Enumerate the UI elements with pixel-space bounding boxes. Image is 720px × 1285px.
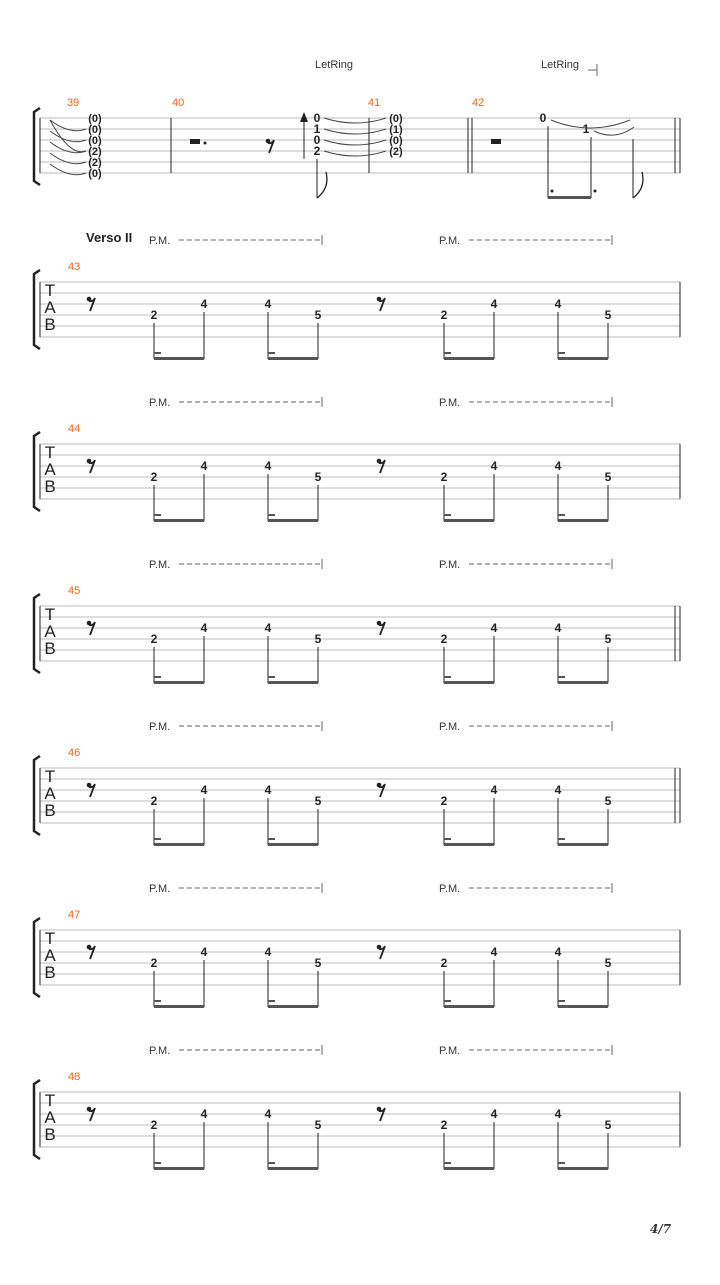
fret-number: 4 xyxy=(200,459,208,473)
tie-arc xyxy=(324,151,386,156)
fret-number: 1 xyxy=(313,122,321,136)
sixteenth-beam xyxy=(558,352,565,354)
tab-clef-letter: B xyxy=(44,801,56,821)
tab-clef-letter: T xyxy=(44,1091,56,1110)
sixteenth-beam xyxy=(444,676,451,678)
system-brace xyxy=(34,594,40,673)
palm-mute-label: P.M. xyxy=(149,559,171,571)
staff xyxy=(40,606,680,661)
palm-mute-label: P.M. xyxy=(439,883,461,895)
fret-number: 0 xyxy=(539,111,547,125)
beam xyxy=(268,1167,318,1170)
fret-number: (2) xyxy=(88,157,102,169)
tie-arc xyxy=(324,129,386,134)
staff xyxy=(40,768,680,823)
tab-clef xyxy=(44,443,56,496)
sixteenth-beam xyxy=(154,676,161,678)
fret-number: 4 xyxy=(554,945,562,959)
let-ring-label: LetRing xyxy=(541,59,579,71)
beam xyxy=(268,681,318,684)
fret-number: 4 xyxy=(554,297,562,311)
tab-clef-letter: A xyxy=(44,946,56,966)
sixteenth-beam xyxy=(268,676,275,678)
sixteenth-beam xyxy=(558,1000,565,1002)
fret-number: 5 xyxy=(314,308,322,322)
fret-number: 2 xyxy=(440,794,448,808)
palm-mute-label: P.M. xyxy=(439,721,461,733)
fret-number: 4 xyxy=(490,297,498,311)
fret-number: 5 xyxy=(604,632,612,646)
palm-mute-label: P.M. xyxy=(439,235,461,247)
fret-number: 4 xyxy=(200,1107,208,1121)
fret-number: 4 xyxy=(200,783,208,797)
fret-number: 2 xyxy=(150,1118,158,1132)
fret-number: 5 xyxy=(604,794,612,808)
page-number: 4/7 xyxy=(650,1222,672,1236)
tab-clef-letter: T xyxy=(44,605,56,624)
palm-mute-label: P.M. xyxy=(149,235,171,247)
sixteenth-beam xyxy=(268,1162,275,1164)
beam xyxy=(558,1167,608,1170)
staff xyxy=(40,444,680,499)
fret-number: 4 xyxy=(200,945,208,959)
fret-number: 4 xyxy=(264,945,272,959)
fret-number: 5 xyxy=(604,470,612,484)
fret-number: (0) xyxy=(88,168,102,180)
palm-mute xyxy=(149,883,322,895)
fret-number: 2 xyxy=(440,470,448,484)
sixteenth-beam xyxy=(154,352,161,354)
beam xyxy=(558,519,608,522)
tie-arc xyxy=(324,118,386,123)
beam xyxy=(444,519,494,522)
beam xyxy=(444,357,494,360)
sixteenth-beam xyxy=(558,1162,565,1164)
palm-mute-label: P.M. xyxy=(149,1045,171,1057)
beam xyxy=(154,357,204,360)
tab-clef xyxy=(44,1091,56,1144)
beam xyxy=(154,681,204,684)
measure-number: 40 xyxy=(172,97,185,109)
fret-number: 2 xyxy=(440,956,448,970)
beam xyxy=(154,1167,204,1170)
system-brace xyxy=(34,918,40,997)
palm-mute-label: P.M. xyxy=(439,1045,461,1057)
fret-number: (0) xyxy=(389,135,403,147)
fret-number: 2 xyxy=(150,308,158,322)
tab-clef-letter: B xyxy=(44,1125,56,1145)
beam xyxy=(268,843,318,846)
strum-arrow-head xyxy=(300,112,308,122)
sixteenth-beam xyxy=(154,1162,161,1164)
fret-number: 2 xyxy=(440,632,448,646)
beam xyxy=(444,1167,494,1170)
tab-clef xyxy=(44,281,56,334)
fret-number: 4 xyxy=(264,297,272,311)
fret-number: 2 xyxy=(150,470,158,484)
beam xyxy=(268,519,318,522)
note-flag xyxy=(317,172,327,198)
fret-number: 1 xyxy=(582,122,590,136)
tab-clef-letter: B xyxy=(44,639,56,659)
sixteenth-beam xyxy=(268,838,275,840)
fret-number: 2 xyxy=(440,1118,448,1132)
tab-clef-letter: B xyxy=(44,315,56,335)
palm-mute xyxy=(149,397,322,409)
sixteenth-beam xyxy=(444,514,451,516)
fret-number: 4 xyxy=(490,1107,498,1121)
fret-number: 5 xyxy=(604,308,612,322)
palm-mute xyxy=(149,235,322,247)
fret-number: 5 xyxy=(314,956,322,970)
measure-number: 45 xyxy=(68,585,81,597)
beam xyxy=(444,681,494,684)
tab-clef-letter: A xyxy=(44,622,56,642)
measure-number: 41 xyxy=(368,97,381,109)
tab-clef-letter: B xyxy=(44,963,56,983)
palm-mute-label: P.M. xyxy=(149,397,171,409)
palm-mute xyxy=(149,559,322,571)
tab-clef-letter: T xyxy=(44,767,56,786)
palm-mute xyxy=(149,721,322,733)
fret-number: 4 xyxy=(200,297,208,311)
measure-number: 42 xyxy=(472,97,485,109)
let-ring-label: LetRing xyxy=(315,59,353,71)
dotted-note xyxy=(551,190,554,193)
beam xyxy=(558,843,608,846)
sixteenth-beam xyxy=(444,838,451,840)
note-flag xyxy=(633,172,643,198)
system-brace xyxy=(34,1080,40,1159)
dotted-note xyxy=(594,190,597,193)
sixteenth-beam xyxy=(444,1000,451,1002)
tab-clef-letter: T xyxy=(44,443,56,462)
system-brace xyxy=(34,270,40,349)
palm-mute-label: P.M. xyxy=(149,883,171,895)
fret-number: 4 xyxy=(490,783,498,797)
palm-mute xyxy=(439,559,612,571)
tab-clef-letter: A xyxy=(44,784,56,804)
tab-clef xyxy=(44,929,56,982)
sixteenth-beam xyxy=(154,1000,161,1002)
tab-clef xyxy=(44,767,56,820)
fret-number: 4 xyxy=(200,621,208,635)
sixteenth-beam xyxy=(444,1162,451,1164)
staff xyxy=(40,282,680,337)
palm-mute xyxy=(149,1045,322,1057)
beam xyxy=(558,681,608,684)
measure-number: 47 xyxy=(68,909,81,921)
fret-number: 2 xyxy=(150,794,158,808)
sixteenth-beam xyxy=(268,1000,275,1002)
palm-mute-label: P.M. xyxy=(439,397,461,409)
fret-number: 2 xyxy=(150,956,158,970)
fret-number: (0) xyxy=(389,113,403,125)
tie-arc xyxy=(324,140,386,145)
fret-number: (1) xyxy=(389,124,403,136)
beam xyxy=(444,843,494,846)
half-rest xyxy=(491,139,501,144)
beam xyxy=(444,1005,494,1008)
tab-clef-letter: T xyxy=(44,929,56,948)
fret-number: 4 xyxy=(490,621,498,635)
sixteenth-beam xyxy=(558,514,565,516)
tab-clef-letter: B xyxy=(44,477,56,497)
beam xyxy=(154,519,204,522)
palm-mute-label: P.M. xyxy=(439,559,461,571)
measure-number: 43 xyxy=(68,261,81,273)
beam xyxy=(154,1005,204,1008)
fret-number: 2 xyxy=(440,308,448,322)
beam xyxy=(154,843,204,846)
measure-number: 44 xyxy=(68,423,81,435)
fret-number: 4 xyxy=(554,621,562,635)
tab-clef-letter: T xyxy=(44,281,56,300)
system-brace xyxy=(34,432,40,511)
section-label: Verso II xyxy=(86,230,133,245)
sixteenth-beam xyxy=(558,676,565,678)
fret-number: 4 xyxy=(554,459,562,473)
fret-number: 4 xyxy=(264,459,272,473)
fret-number: (0) xyxy=(88,135,102,147)
beam xyxy=(558,357,608,360)
tie-arc xyxy=(50,120,86,152)
measure-number: 48 xyxy=(68,1071,81,1083)
fret-number: 5 xyxy=(314,470,322,484)
tab-clef-letter: A xyxy=(44,1108,56,1128)
beam xyxy=(268,357,318,360)
rest-dot xyxy=(204,142,207,145)
fret-number: 4 xyxy=(490,459,498,473)
fret-number: 4 xyxy=(554,783,562,797)
fret-number: 5 xyxy=(604,956,612,970)
fret-number: 4 xyxy=(554,1107,562,1121)
sixteenth-beam xyxy=(154,838,161,840)
palm-mute xyxy=(439,883,612,895)
beam xyxy=(558,1005,608,1008)
palm-mute xyxy=(439,397,612,409)
fret-number: 4 xyxy=(490,945,498,959)
fret-number: 5 xyxy=(314,1118,322,1132)
fret-number: 5 xyxy=(604,1118,612,1132)
fret-number: 4 xyxy=(264,1107,272,1121)
fret-number: 4 xyxy=(264,783,272,797)
half-rest xyxy=(190,139,200,144)
measure-number: 46 xyxy=(68,747,81,759)
sixteenth-beam xyxy=(154,514,161,516)
palm-mute-label: P.M. xyxy=(149,721,171,733)
fret-number: (2) xyxy=(88,146,102,158)
sixteenth-beam xyxy=(558,838,565,840)
beam xyxy=(548,196,591,199)
fret-number: 4 xyxy=(264,621,272,635)
staff xyxy=(40,930,680,985)
sixteenth-beam xyxy=(444,352,451,354)
fret-number: (2) xyxy=(389,146,403,158)
fret-number: (0) xyxy=(88,124,102,136)
system-brace xyxy=(34,756,40,835)
fret-number: 5 xyxy=(314,632,322,646)
sixteenth-beam xyxy=(268,352,275,354)
beam xyxy=(268,1005,318,1008)
tab-clef xyxy=(44,605,56,658)
sixteenth-beam xyxy=(268,514,275,516)
fret-number: 2 xyxy=(150,632,158,646)
fret-number: 0 xyxy=(313,111,321,125)
palm-mute xyxy=(439,721,612,733)
measure-number: 39 xyxy=(67,97,80,109)
palm-mute xyxy=(439,235,612,247)
fret-number: 5 xyxy=(314,794,322,808)
fret-number: 2 xyxy=(313,144,321,158)
tab-clef-letter: A xyxy=(44,298,56,318)
fret-number: (0) xyxy=(88,113,102,125)
staff xyxy=(40,1092,680,1147)
system-brace xyxy=(34,108,40,185)
tab-clef-letter: A xyxy=(44,460,56,480)
tie-arc xyxy=(551,120,630,128)
tie-arc xyxy=(594,127,634,135)
fret-number: 0 xyxy=(313,133,321,147)
palm-mute xyxy=(439,1045,612,1057)
